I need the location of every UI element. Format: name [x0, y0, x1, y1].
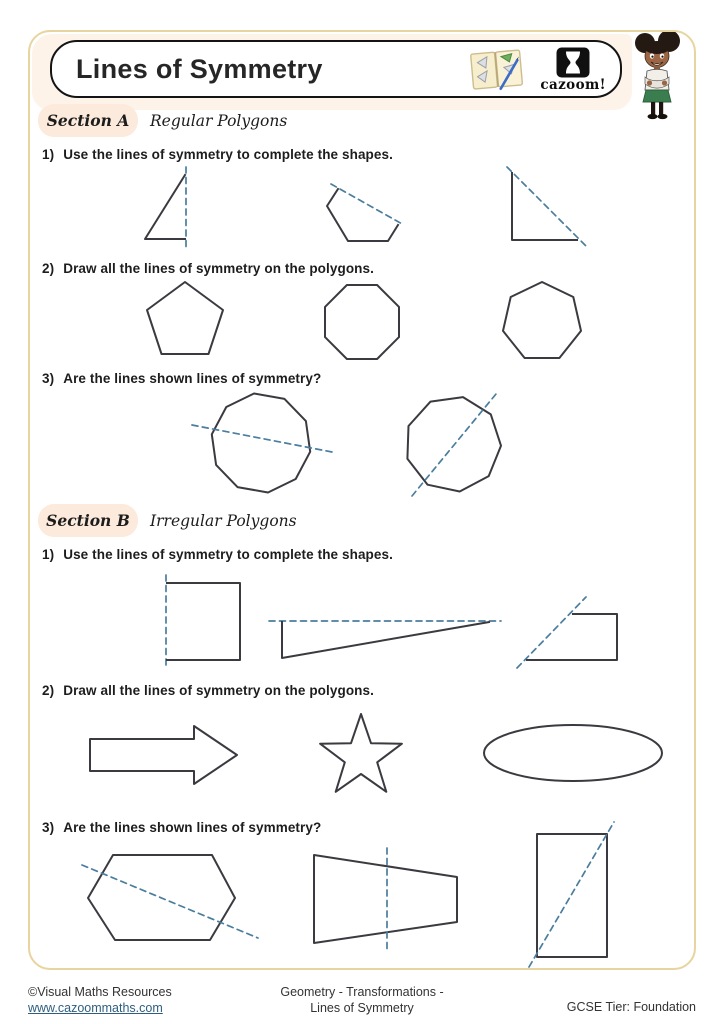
cazoom-logo-mark [556, 47, 590, 78]
student-character [624, 32, 690, 122]
footer-topic-line2: Lines of Symmetry [310, 1001, 414, 1015]
figure-half-right-triangle [145, 167, 186, 247]
section-b-label: Section B [46, 511, 130, 530]
footer-copyright: ©Visual Maths Resources [28, 985, 172, 999]
figure-hexagon-test [82, 855, 258, 940]
figure-right-triangle [507, 167, 586, 246]
symmetry-line-dashed [507, 167, 586, 246]
regular-octagon [325, 285, 399, 359]
footer-tier: GCSE Tier: Foundation [566, 1000, 696, 1014]
figures-b1 [0, 568, 724, 676]
notebook-geometry-icon [468, 45, 526, 93]
figure-nonagon-test [407, 394, 501, 496]
right-arrow [90, 726, 237, 784]
question-b1-text: Use the lines of symmetry to complete the shapes. [63, 547, 393, 562]
question-a2-text: Draw all the lines of symmetry on the polygons. [63, 261, 374, 276]
figure-thin-triangle [269, 621, 501, 658]
symmetry-line-dashed [82, 865, 258, 938]
ellipse-shape [484, 725, 662, 781]
figures-a3 [0, 386, 724, 502]
section-a-label: Section A [46, 111, 130, 130]
section-b-subtitle: Irregular Polygons [150, 511, 297, 530]
section-a-subtitle: Regular Polygons [150, 111, 288, 130]
question-b1 [42, 547, 393, 562]
rectangle [537, 834, 607, 957]
question-a3-number: 3) [42, 371, 55, 386]
symmetry-line-dashed [529, 822, 614, 967]
question-b2-text: Draw all the lines of symmetry on the polygons. [63, 683, 374, 698]
question-a2-number: 2) [42, 261, 55, 276]
section-b-badge [38, 504, 138, 537]
symmetry-line-dashed [517, 597, 586, 668]
figures-a1 [0, 160, 724, 256]
header-icons [468, 45, 606, 93]
symmetry-line-dashed [331, 184, 404, 225]
figure-half-square [166, 575, 240, 669]
shape-outline [527, 614, 617, 660]
shape-outline [145, 175, 185, 239]
figures-b2 [0, 706, 724, 802]
regular-heptagon [503, 282, 581, 358]
figure-decagon-test [192, 394, 332, 493]
footer-left [28, 984, 172, 1016]
question-b2-number: 2) [42, 683, 55, 698]
question-a3 [42, 371, 321, 386]
question-b3-number: 3) [42, 820, 55, 835]
page-title: Lines of Symmetry [76, 53, 323, 84]
figure-half-trapezoid [517, 597, 617, 668]
figure-rectangle-test [529, 822, 614, 967]
cazoom-logo-word: cazoom! [540, 77, 606, 93]
question-a1-text: Use the lines of symmetry to complete the shapes. [63, 147, 393, 162]
section-a-badge [38, 104, 138, 137]
shape-outline [282, 622, 489, 658]
footer-topic-line1: Geometry - Transformations - [280, 985, 444, 999]
question-a1-number: 1) [42, 147, 55, 162]
shape-outline [167, 583, 240, 660]
footer-website-link[interactable]: www.cazoommaths.com [28, 1001, 163, 1015]
trapezoid [314, 855, 457, 943]
regular-pentagon [147, 282, 223, 354]
cazoom-logo [540, 47, 606, 93]
footer-topic [162, 984, 562, 1016]
question-a3-text: Are the lines shown lines of symmetry? [63, 371, 322, 386]
header-title-box [50, 40, 622, 98]
question-b2 [42, 683, 374, 698]
question-b3-text: Are the lines shown lines of symmetry? [63, 820, 322, 835]
five-point-star [320, 714, 402, 792]
shape-outline [512, 173, 577, 240]
figures-a2 [0, 276, 724, 368]
figure-trapezoid-test [314, 848, 457, 950]
figure-half-pentagon [327, 184, 404, 241]
question-b1-number: 1) [42, 547, 55, 562]
decagon [212, 394, 310, 493]
figures-b3 [0, 815, 724, 973]
question-a2 [42, 261, 374, 276]
